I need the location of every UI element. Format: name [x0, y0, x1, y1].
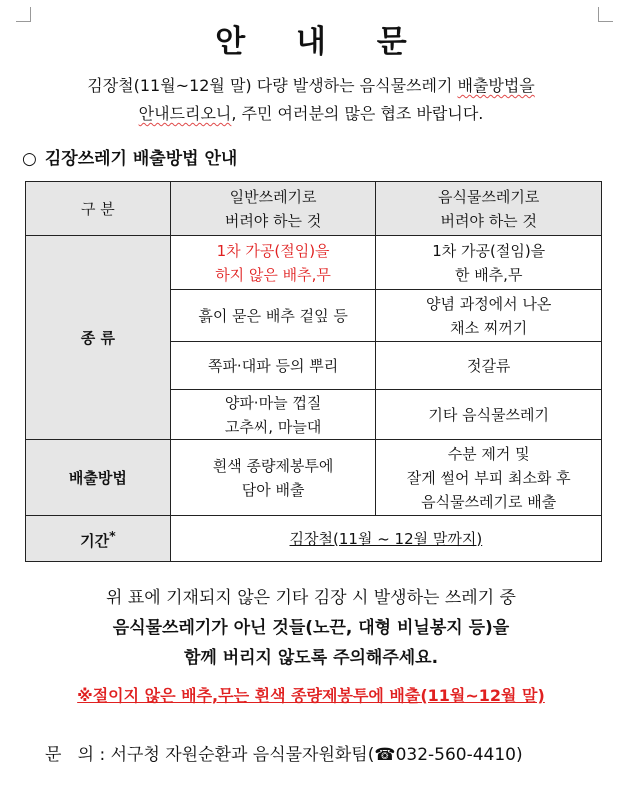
kind-general-cell: 1차 가공(절임)을 하지 않은 배추,무 — [170, 236, 376, 290]
method-label-cell: 배출방법 — [26, 440, 171, 516]
circle-bullet-icon: ○ — [22, 149, 37, 169]
table-row — [26, 236, 602, 290]
intro-line-1-underlined: 배출방법을 — [457, 76, 535, 95]
kind-food-cell: 양념 과정에서 나온 채소 찌꺼기 — [376, 290, 602, 342]
kind-general-cell: 쪽파·대파 등의 뿌리 — [170, 342, 376, 390]
header-food: 음식물쓰레기로 버려야 하는 것 — [376, 182, 602, 236]
kind-label-cell: 종 류 — [26, 236, 171, 440]
warning-text: ※절이지 않은 배추,무는 흰색 종량제봉투에 배출(11월~12월 말) — [77, 686, 545, 705]
table-row-method — [26, 440, 602, 516]
notice-line-3: 함께 버리지 않도록 주의해주세요. — [183, 648, 439, 668]
document-title: 안 내 문 — [215, 24, 427, 60]
contact-label: 문 의 : — [45, 745, 111, 765]
period-value-cell: 김장철(11월 ~ 12월 말까지) — [170, 516, 601, 562]
contact-line — [45, 740, 523, 765]
period-footnote-mark: * — [109, 528, 116, 543]
intro-line-1 — [0, 72, 622, 100]
contact-dept: 서구청 자원순환과 음식물자원화팀 — [110, 745, 368, 765]
kind-general-cell: 양파·마늘 껍질 고추씨, 마늘대 — [170, 390, 376, 440]
contact-phone-paren-open: ( — [367, 745, 375, 765]
intro-line-2-underlined: 안내드리오니 — [138, 104, 232, 123]
notice-line-1: 위 표에 기재되지 않은 기타 김장 시 발생하는 쓰레기 중 — [106, 588, 516, 608]
notice-paragraph — [0, 583, 622, 673]
phone-icon: ☎ — [374, 745, 396, 765]
method-general-cell: 흰색 종량제봉투에 담아 배출 — [170, 440, 376, 516]
kind-food-cell: 기타 음식물쓰레기 — [376, 390, 602, 440]
header-general: 일반쓰레기로 버려야 하는 것 — [170, 182, 376, 236]
intro-line-1-text: 김장철(11월~12월 말) 다량 발생하는 음식물쓰레기 — [87, 76, 458, 95]
table-row-period — [26, 516, 602, 562]
kind-general-cell: 흙이 묻은 배추 겉잎 등 — [170, 290, 376, 342]
intro-paragraph — [0, 72, 622, 128]
intro-line-2 — [0, 100, 622, 128]
method-food-cell: 수분 제거 및 잘게 썰어 부피 최소화 후 음식물쓰레기로 배출 — [376, 440, 602, 516]
contact-phone-paren-close: ) — [516, 745, 523, 765]
kind-food-cell: 젓갈류 — [376, 342, 602, 390]
kind-food-cell: 1차 가공(절임)을 한 배추,무 — [376, 236, 602, 290]
section-heading — [22, 144, 237, 169]
notice-line-2: 음식물쓰레기가 아닌 것들(노끈, 대형 비닐봉지 등)을 — [112, 618, 510, 638]
period-label-cell: 기간* — [26, 516, 171, 562]
disposal-table — [25, 181, 602, 562]
intro-line-2-text: , 주민 여러분의 많은 협조 바랍니다. — [231, 104, 484, 123]
table-header-row — [26, 182, 602, 236]
contact-phone: 032-560-4410 — [395, 745, 516, 765]
section-title: 김장쓰레기 배출방법 안내 — [44, 149, 238, 169]
header-category: 구 분 — [26, 182, 171, 236]
